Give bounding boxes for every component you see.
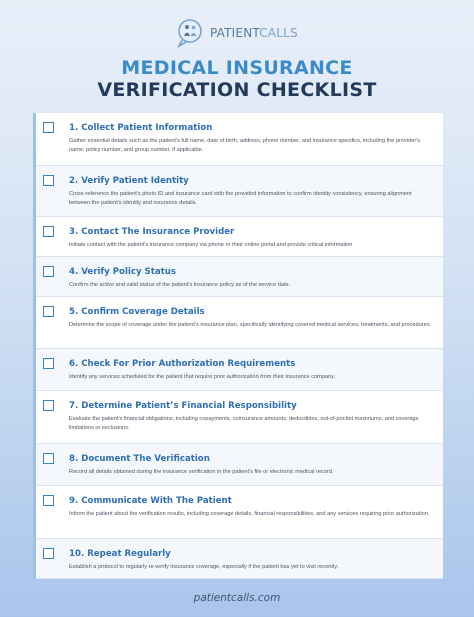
patientcalls-logo-icon [176,18,204,48]
item-heading: 3. Contact The Insurance Provider [69,227,235,237]
checklist-item-10 [36,539,443,579]
logo-wordmark-primary: PATIENT [210,26,260,40]
checklist-item-8 [36,444,443,486]
item-body: Initiate contact with the patient's insurance company via phone or their online portal and provide critical information [69,242,353,248]
checkbox-icon[interactable] [43,548,54,559]
footer-url[interactable]: patientcalls.com [193,592,281,604]
item-body: Identify any services scheduled for the patient that require prior authorization from their insurance company. [69,374,336,380]
checklist-item-4 [36,257,443,297]
checkbox-icon[interactable] [43,306,54,317]
checklist-item-5 [36,297,443,349]
item-body: Determine the scope of coverage under the patient's insurance plan, specifically identifying covered medical services, treatments, and procedures. [69,322,432,328]
checklist [33,113,443,579]
checkbox-icon[interactable] [43,122,54,133]
item-heading: 5. Confirm Coverage Details [69,307,205,317]
item-body: Inform the patient about the verification results, including coverage details, financial responsibilities, and any services requiring prior authorization. [69,511,430,517]
checkbox-icon[interactable] [43,266,54,277]
item-heading: 8. Document The Verification [69,454,210,464]
item-body: Cross-reference the patient's photo ID and insurance card with the provided information to confirm identity consistency, ensuring alignment between the patient's identity and insurance details. [69,191,412,206]
checklist-item-1 [36,113,443,166]
brand-logo [176,17,298,49]
checklist-item-6 [36,349,443,391]
item-heading: 1. Collect Patient Information [69,123,213,133]
checkbox-icon[interactable] [43,226,54,237]
checklist-item-2 [36,166,443,217]
item-heading: 7. Determine Patient’s Financial Responsibility [69,401,297,411]
checkbox-icon[interactable] [43,400,54,411]
item-heading: 4. Verify Policy Status [69,267,176,277]
checkbox-icon[interactable] [43,453,54,464]
item-body: Record all details obtained during the insurance verification in the patient's file or electronic medical record. [69,469,334,475]
item-body: Gather essential details such as the patient's full name, date of birth, address, phone number, and insurance specifics, including the provider's name, policy number, and group number, if applicable. [69,138,421,153]
item-body: Evaluate the patient's financial obligations, including copayments, coinsurance amounts, deductibles, out-of-pocket maximums, and coverage limitations or exclusions. [69,416,419,431]
item-body: Confirm the active and valid status of the patient's insurance policy as of the service date. [69,282,291,288]
checklist-item-7 [36,391,443,444]
item-heading: 9. Communicate With The Patient [69,496,232,506]
checklist-item-3 [36,217,443,257]
title-line-2: VERIFICATION CHECKLIST [97,79,377,101]
item-heading: 2. Verify Patient Identity [69,176,189,186]
item-heading: 10. Repeat Regularly [69,549,171,559]
checklist-item-9 [36,486,443,539]
logo-wordmark [210,26,298,40]
item-heading: 6. Check For Prior Authorization Requirements [69,359,296,369]
checkbox-icon[interactable] [43,495,54,506]
logo-wordmark-secondary: CALLS [259,26,298,40]
title-line-1: MEDICAL INSURANCE [121,57,353,79]
checkbox-icon[interactable] [43,358,54,369]
item-body: Establish a protocol to regularly re-verify insurance coverage, especially if the patient has yet to visit recently. [69,564,339,570]
checkbox-icon[interactable] [43,175,54,186]
